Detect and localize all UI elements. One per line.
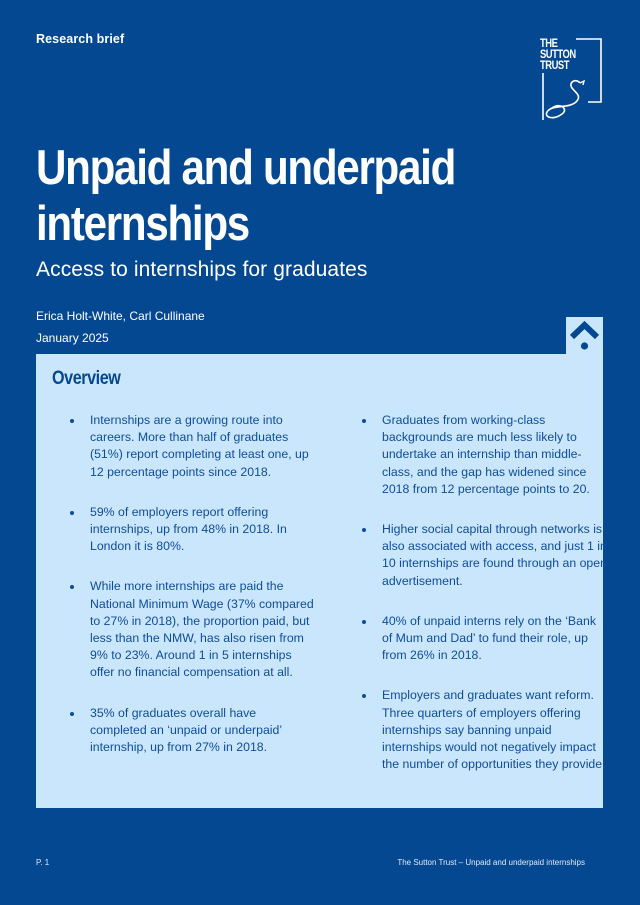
- bullet-icon: [70, 511, 74, 515]
- bullet-text: 35% of graduates overall have completed an ‘unpaid or underpaid’ internship, up from 27% in 2018.: [90, 705, 282, 755]
- logo-line-1: THE: [540, 38, 558, 50]
- list-item: [360, 613, 608, 665]
- logo-line-2: SUTTON: [540, 49, 576, 61]
- page-title: Unpaid and underpaid internships: [36, 141, 456, 251]
- document-type-label: Research brief: [36, 32, 125, 46]
- bullet-text: Higher social capital through networks is also associated with access, and just 1 in 10 internships are found through an open advertisement.: [382, 522, 607, 588]
- bullet-text: Internships are a growing route into careers. More than half of graduates (51%) report completing at least one, up 12 percentage points since 2018.: [90, 413, 309, 479]
- page-number: P. 1: [36, 858, 50, 867]
- list-item: [68, 504, 316, 556]
- overview-panel: [36, 354, 607, 808]
- publication-date: January 2025: [36, 331, 109, 345]
- running-title: The Sutton Trust – Unpaid and underpaid internships: [397, 858, 585, 867]
- bullet-text: Graduates from working-class backgrounds are much less likely to undertake an internship than middle-class, and the gap has widened since 2018 from 12 percentage points to 20.: [382, 413, 590, 496]
- list-item: [360, 521, 608, 590]
- logo-line-3: TRUST: [540, 60, 569, 72]
- brand-mark-tab: [566, 317, 603, 355]
- list-item: [360, 687, 608, 773]
- bullet-text: While more internships are paid the National Minimum Wage (37% compared to 27% in 2018), the proportion paid, but less than the NMW, has also risen from 9% to 23%. Around 1 in 5 internships offer no financial compensation at all.: [90, 579, 314, 680]
- bullet-icon: [362, 620, 366, 624]
- logo-wordmark: [540, 39, 576, 72]
- overview-heading: Overview: [52, 368, 121, 389]
- bullet-text: Employers and graduates want reform. Three quarters of employers offering internships say banning unpaid internships would not negatively impact the number of opportunities they provide.: [382, 688, 606, 772]
- list-item: [68, 578, 316, 681]
- page-subtitle: Access to internships for graduates: [36, 258, 368, 281]
- authors: Erica Holt-White, Carl Cullinane: [36, 309, 205, 323]
- overview-left-column: [68, 412, 316, 779]
- overview-right-column: [360, 412, 608, 796]
- bullet-icon: [362, 528, 366, 532]
- chevron-dot-icon: [566, 317, 603, 355]
- bullet-icon: [70, 585, 74, 589]
- bullet-icon: [70, 419, 74, 423]
- list-item: [68, 705, 316, 757]
- bullet-text: 40% of unpaid interns rely on the ‘Bank of Mum and Dad’ to fund their role, up from 26% in 2018.: [382, 613, 596, 663]
- bullet-icon: [362, 694, 366, 698]
- bullet-text: 59% of employers report offering internships, up from 48% in 2018. In London it is 80%.: [90, 504, 287, 554]
- bullet-icon: [70, 712, 74, 716]
- sutton-trust-logo: [538, 36, 604, 122]
- bullet-icon: [362, 419, 366, 423]
- list-item: [360, 412, 608, 498]
- list-item: [68, 412, 316, 481]
